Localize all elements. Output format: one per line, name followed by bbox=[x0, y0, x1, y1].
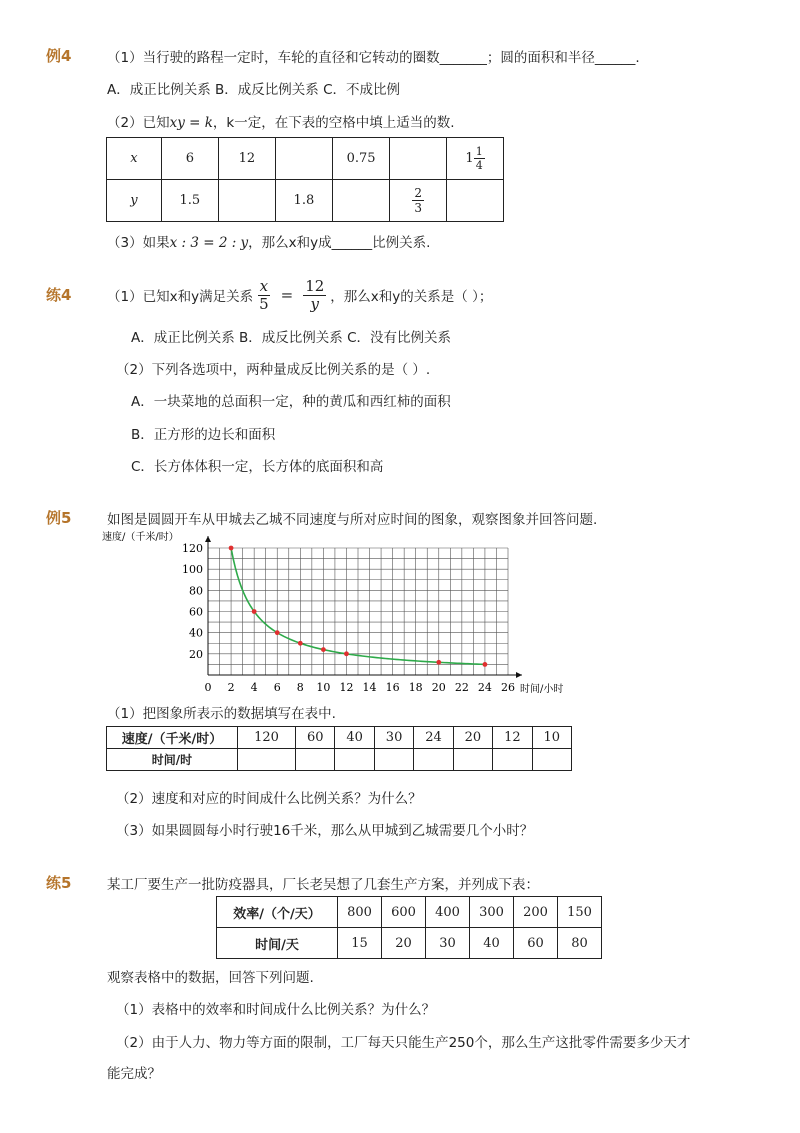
speed-time-chart bbox=[100, 528, 590, 700]
y-tick-label: 40 bbox=[189, 626, 203, 640]
table-cell bbox=[447, 180, 504, 222]
fraction-numerator: x bbox=[259, 276, 269, 295]
ex4-q2-prefix: （2）已知 bbox=[107, 115, 170, 131]
data-point bbox=[275, 630, 280, 635]
data-point bbox=[436, 660, 441, 665]
y-tick-label: 120 bbox=[182, 542, 203, 555]
table-cell-mixed-number bbox=[447, 138, 504, 180]
table-cell: 120 bbox=[238, 727, 296, 749]
ex4-question-1: （1）当行驶的路程一定时，车轮的直径和它转动的圈数_______；圆的面积和半径______. bbox=[107, 50, 640, 66]
table-cell: 80 bbox=[558, 928, 602, 959]
ex5-intro: 如图是圆圆开车从甲城去乙城不同速度与所对应时间的图象，观察图象并回答问题. bbox=[107, 512, 598, 528]
fraction-x-over-5 bbox=[257, 276, 271, 313]
fraction bbox=[412, 187, 424, 214]
ex5-speed-time-table bbox=[106, 726, 572, 771]
lian4-question-2: （2）下列各选项中，两种量成反比例关系的是（ ）. bbox=[116, 362, 431, 378]
y-tick-label: 100 bbox=[182, 563, 203, 577]
lian5-observe: 观察表格中的数据，回答下列问题. bbox=[107, 970, 314, 986]
x-tick-label: 22 bbox=[454, 681, 469, 694]
lian4-q1-prefix: （1）已知x和y满足关系 bbox=[107, 289, 254, 305]
x-tick-label: 12 bbox=[339, 681, 354, 694]
ex4-q2-equation: xy = k bbox=[169, 115, 213, 131]
table-cell: 60 bbox=[514, 928, 558, 959]
ex4-q3-equation: x : 3 = 2 : y bbox=[169, 235, 249, 251]
lian4-q1-suffix: ，那么x和y的关系是（ ）； bbox=[330, 289, 493, 305]
fraction-denominator: 5 bbox=[259, 294, 269, 313]
x-tick-label: 16 bbox=[385, 681, 400, 694]
table-cell: 12 bbox=[218, 138, 275, 180]
lian5-question-2-line-1: （2）由于人力、物力等方面的限制，工厂每天只能生产250个，那么生产这批零件需要多少天才 bbox=[116, 1035, 691, 1051]
lian4-option-b: B．正方形的边长和面积 bbox=[131, 427, 276, 443]
y-axis-arrow bbox=[205, 536, 211, 542]
data-point bbox=[252, 609, 257, 614]
table-cell-fraction bbox=[390, 180, 447, 222]
y-tick-label: 20 bbox=[189, 647, 203, 661]
table-cell: 30 bbox=[426, 928, 470, 959]
data-point bbox=[229, 546, 234, 551]
table-cell: 20 bbox=[382, 928, 426, 959]
lian4-option-c: C．长方体体积一定，长方体的底面积和高 bbox=[131, 459, 384, 475]
lian4-question-1 bbox=[107, 272, 492, 318]
lian5-question-1: （1）表格中的效率和时间成什么比例关系？为什么？ bbox=[116, 1002, 436, 1018]
ex4-question-3 bbox=[107, 231, 430, 251]
chart-tick-labels bbox=[182, 542, 515, 694]
data-point bbox=[321, 647, 326, 652]
ex4-q2-suffix: ，k一定，在下表的空格中填上适当的数. bbox=[212, 115, 455, 131]
fraction-denominator: y bbox=[310, 294, 319, 313]
ex5-question-2: （2）速度和对应的时间成什么比例关系？为什么？ bbox=[116, 791, 422, 807]
fraction-numerator: 2 bbox=[414, 186, 422, 200]
table-cell bbox=[414, 749, 453, 771]
table-cell bbox=[332, 180, 389, 222]
mixed-fraction bbox=[474, 146, 485, 171]
example-5-tag: 例5 bbox=[46, 509, 72, 527]
table-cell: 800 bbox=[338, 897, 382, 928]
x-tick-label: 20 bbox=[431, 681, 446, 694]
table-cell: 0.75 bbox=[332, 138, 389, 180]
x-axis-arrow bbox=[516, 672, 522, 678]
ex4-q3-suffix: ，那么x和y成______比例关系. bbox=[248, 235, 431, 251]
table-cell bbox=[453, 749, 492, 771]
table-cell: 10 bbox=[532, 727, 571, 749]
x-tick-label: 2 bbox=[227, 681, 235, 694]
table-cell: 30 bbox=[374, 727, 413, 749]
table-header-time: 时间/时 bbox=[107, 749, 238, 771]
table-cell: 20 bbox=[453, 727, 492, 749]
equals-sign: = bbox=[280, 286, 294, 304]
practice-4-tag: 练4 bbox=[46, 286, 72, 304]
y-tick-label: 60 bbox=[189, 605, 203, 619]
x-tick-label: 24 bbox=[477, 681, 492, 694]
data-point bbox=[344, 651, 349, 656]
ex4-xy-table bbox=[106, 137, 504, 222]
lian5-question-2-line-2: 能完成？ bbox=[107, 1066, 161, 1082]
ex4-question-1-options: A．成正比例关系 B．成反比例关系 C．不成比例 bbox=[107, 82, 401, 98]
fraction-12-over-y bbox=[303, 276, 326, 313]
x-tick-label: 4 bbox=[250, 681, 258, 694]
lian5-intro: 某工厂要生产一批防疫器具，厂长老吴想了几套生产方案，并列成下表： bbox=[107, 877, 539, 893]
table-header-speed: 速度/（千米/时） bbox=[107, 727, 238, 749]
data-point bbox=[298, 641, 303, 646]
fraction-numerator: 12 bbox=[305, 276, 325, 295]
x-axis-label: 时间/小时 bbox=[520, 684, 564, 695]
table-header-rate: 效率/（个/天） bbox=[217, 897, 338, 928]
table-cell bbox=[390, 138, 447, 180]
ex5-question-3: （3）如果圆圆每小时行驶16千米，那么从甲城到乙城需要几个小时？ bbox=[116, 823, 534, 839]
table-cell: 400 bbox=[426, 897, 470, 928]
x-tick-label: 18 bbox=[408, 681, 423, 694]
table-cell bbox=[532, 749, 571, 771]
data-point bbox=[483, 662, 488, 667]
lian4-question-1-options: A．成正比例关系 B．成反比例关系 C．没有比例关系 bbox=[131, 330, 452, 346]
x-tick-label: 6 bbox=[273, 681, 281, 694]
example-4-tag: 例4 bbox=[46, 47, 72, 65]
table-cell: 40 bbox=[470, 928, 514, 959]
y-tick-label: 80 bbox=[189, 584, 203, 598]
x-tick-label: 10 bbox=[316, 681, 331, 694]
table-cell: 60 bbox=[296, 727, 335, 749]
lian4-option-a: A．一块菜地的总面积一定，种的黄瓜和西红柿的面积 bbox=[131, 394, 451, 410]
table-cell bbox=[296, 749, 335, 771]
table-cell: 200 bbox=[514, 897, 558, 928]
table-cell bbox=[275, 138, 332, 180]
x-tick-label: 14 bbox=[362, 681, 377, 694]
table-cell: 40 bbox=[335, 727, 374, 749]
x-tick-label: 8 bbox=[296, 681, 304, 694]
fraction-denominator: 4 bbox=[475, 159, 483, 172]
table-cell: 600 bbox=[382, 897, 426, 928]
x-tick-label: 0 bbox=[204, 681, 212, 694]
fraction-denominator: 3 bbox=[414, 201, 422, 215]
table-cell bbox=[238, 749, 296, 771]
table-cell bbox=[374, 749, 413, 771]
mixed-whole: 1 bbox=[465, 151, 474, 166]
table-cell: 1.8 bbox=[275, 180, 332, 222]
ex4-q3-prefix: （3）如果 bbox=[107, 235, 170, 251]
table-cell bbox=[335, 749, 374, 771]
table-cell: 24 bbox=[414, 727, 453, 749]
fraction-numerator: 1 bbox=[475, 145, 483, 158]
table-row-x-label: x bbox=[107, 138, 162, 180]
x-tick-label: 26 bbox=[501, 681, 515, 694]
ex5-question-1: （1）把图象所表示的数据填写在表中. bbox=[107, 706, 336, 722]
practice-5-tag: 练5 bbox=[46, 874, 72, 892]
table-cell: 300 bbox=[470, 897, 514, 928]
table-header-time: 时间/天 bbox=[217, 928, 338, 959]
table-cell: 150 bbox=[558, 897, 602, 928]
table-cell: 6 bbox=[161, 138, 218, 180]
table-cell bbox=[218, 180, 275, 222]
ex4-question-2 bbox=[107, 111, 455, 131]
table-cell: 12 bbox=[493, 727, 532, 749]
table-cell: 15 bbox=[338, 928, 382, 959]
table-cell: 1.5 bbox=[161, 180, 218, 222]
table-cell bbox=[493, 749, 532, 771]
y-axis-label: 速度/（千米/时） bbox=[102, 532, 179, 543]
lian5-rate-time-table bbox=[216, 896, 602, 959]
table-row-y-label: y bbox=[107, 180, 162, 222]
